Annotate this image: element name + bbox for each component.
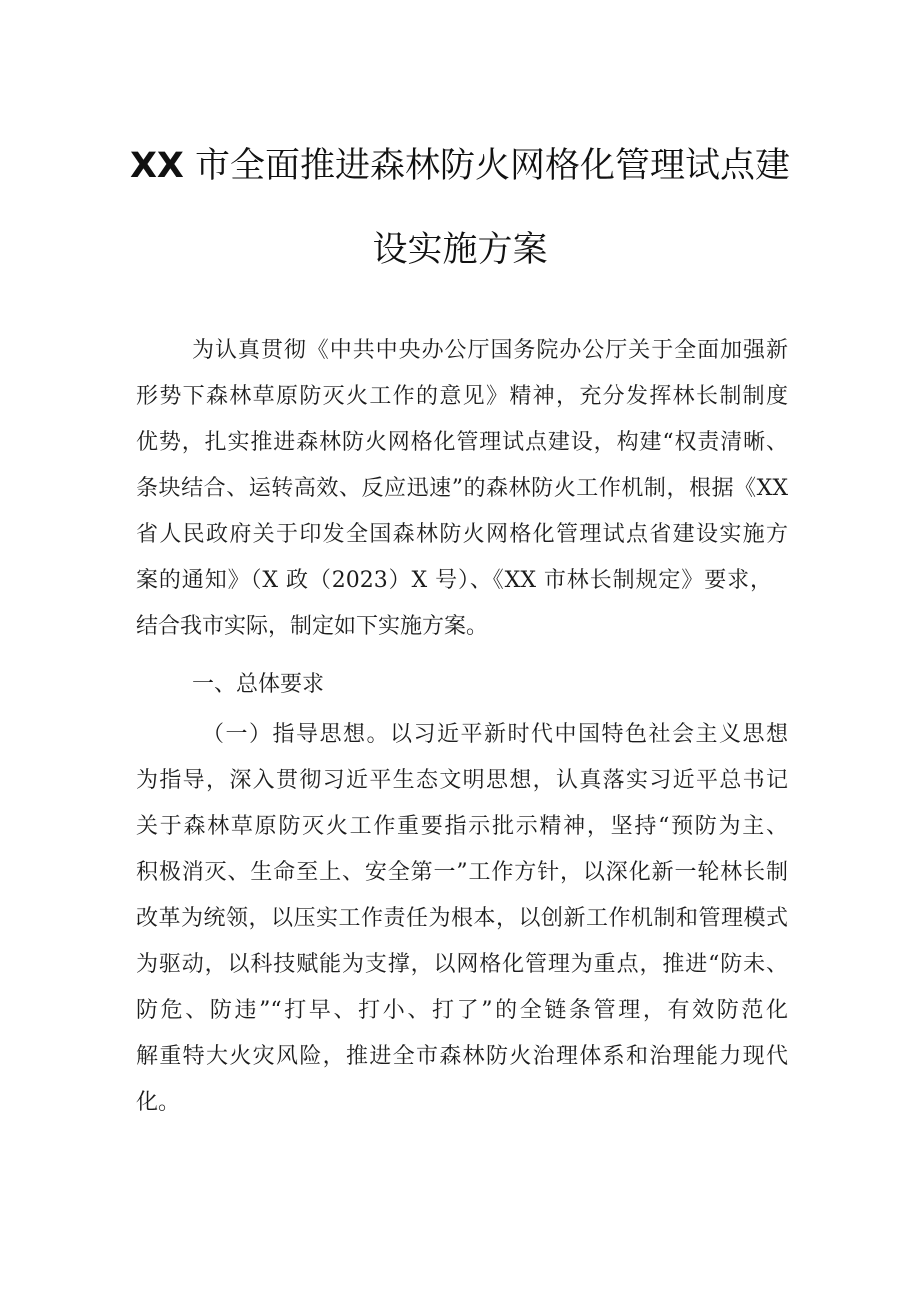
paragraph-1-line-3: 优势，扎实推进森林防火网格化管理试点建设，构建“权责清晰、 (136, 430, 788, 455)
paragraph-2-line-6: 为驱动，以科技赋能为支撑，以网格化管理为重点，推进“防未、 (136, 952, 788, 977)
paragraph-2-line-7: 防危、防违”“打早、打小、打了”的全链条管理，有效防范化 (136, 998, 788, 1023)
title-rest: 市全面推进森林防火网格化管理试点建 (183, 146, 791, 186)
paragraph-2-line-5: 改革为统领，以压实工作责任为根本，以创新工作机制和管理模式 (136, 906, 788, 931)
paragraph-2-line-3: 关于森林草原防灭火工作重要指示批示精神，坚持“预防为主、 (136, 814, 788, 839)
paragraph-1-line-6: 案的通知》（X 政（2023）X 号）、《XX 市林长制规定》要求， (136, 568, 772, 593)
paragraph-1-line-1: 为认真贯彻《中共中央办公厅国务院办公厅关于全面加强新 (192, 338, 788, 363)
paragraph-1-line-7: 结合我市实际，制定如下实施方案。 (136, 614, 489, 639)
paragraph-2-line-9: 化。 (136, 1090, 181, 1115)
paragraph-2-line-1: （一）指导思想。以习近平新时代中国特色社会主义思想 (202, 722, 788, 747)
paragraph-1-line-2: 形势下森林草原防灭火工作的意见》精神，充分发挥林长制制度 (136, 384, 788, 409)
paragraph-2-line-8: 解重特大火灾风险，推进全市森林防火治理体系和治理能力现代 (136, 1044, 788, 1069)
document-title-line-1 (0, 138, 920, 188)
paragraph-1-line-5: 省人民政府关于印发全国森林防火网格化管理试点省建设实施方 (136, 522, 788, 547)
paragraph-2-line-2: 为指导，深入贯彻习近平生态文明思想，认真落实习近平总书记 (136, 768, 788, 793)
document-title-line-2: 设实施方案 (372, 230, 548, 270)
title-prefix: XX (129, 146, 184, 186)
section-1-heading: 一、总体要求 (192, 672, 325, 697)
paragraph-1-line-4: 条块结合、运转高效、反应迅速”的森林防火工作机制，根据《XX (136, 476, 788, 501)
paragraph-2-line-4: 积极消灭、生命至上、安全第一”工作方针，以深化新一轮林长制 (136, 860, 788, 885)
